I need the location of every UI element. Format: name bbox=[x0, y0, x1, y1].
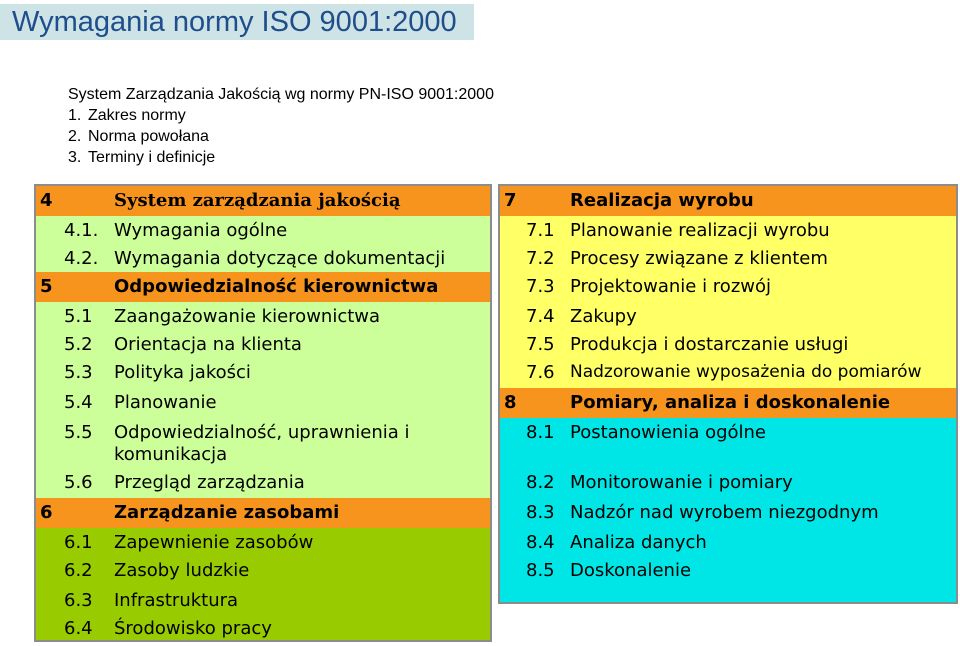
intro-item: 1. Zakres normy bbox=[68, 107, 186, 124]
list-item: 7.1 Planowanie realizacji wyrobu bbox=[500, 216, 956, 244]
section-7-header: 7 Realizacja wyrobu bbox=[500, 186, 956, 216]
right-sections-panel bbox=[498, 184, 958, 604]
intro-block bbox=[68, 84, 494, 168]
page-title: Wymagania normy ISO 9001:2000 bbox=[0, 4, 474, 40]
section-5-header: 5 Odpowiedzialność kierownictwa bbox=[36, 272, 490, 302]
list-item: 5.4 Planowanie bbox=[36, 388, 490, 418]
left-sections-panel bbox=[34, 184, 492, 642]
list-item: 4.2. Wymagania dotyczące dokumentacji bbox=[36, 244, 490, 272]
list-item: 5.1 Zaangażowanie kierownictwa bbox=[36, 302, 490, 330]
list-item: 5.2 Orientacja na klienta bbox=[36, 330, 490, 358]
intro-item: 2. Norma powołana bbox=[68, 128, 209, 145]
list-item: 7.4 Zakupy bbox=[500, 302, 956, 330]
section-4-header: 4 System zarządzania jakością bbox=[36, 186, 490, 216]
intro-heading: System Zarządzania Jakością wg normy PN-ISO 9001:2000 bbox=[68, 86, 494, 103]
list-item: 7.5 Produkcja i dostarczanie usługi bbox=[500, 330, 956, 358]
list-item: 4.1. Wymagania ogólne bbox=[36, 216, 490, 244]
list-item: 6.3 Infrastruktura bbox=[36, 586, 490, 614]
list-item: 7.2 Procesy związane z klientem bbox=[500, 244, 956, 272]
list-item: 6.4 Środowisko pracy bbox=[36, 614, 490, 640]
intro-item: 3. Terminy i definicje bbox=[68, 149, 216, 166]
list-item: 5.5 Odpowiedzialność, uprawnienia i komunikacja bbox=[36, 418, 490, 468]
list-item: 6.1 Zapewnienie zasobów bbox=[36, 528, 490, 556]
list-item: 8.2 Monitorowanie i pomiary bbox=[500, 468, 956, 498]
list-item: 8.4 Analiza danych bbox=[500, 528, 956, 556]
list-item: 5.6 Przegląd zarządzania bbox=[36, 468, 490, 498]
list-item: 8.3 Nadzór nad wyrobem niezgodnym bbox=[500, 498, 956, 528]
list-item: 5.3 Polityka jakości bbox=[36, 358, 490, 388]
list-item: 7.3 Projektowanie i rozwój bbox=[500, 272, 956, 302]
list-item: 6.2 Zasoby ludzkie bbox=[36, 556, 490, 586]
list-item: 7.6 Nadzorowanie wyposażenia do pomiarów bbox=[500, 358, 956, 388]
section-6-header: 6 Zarządzanie zasobami bbox=[36, 498, 490, 528]
section-8-header: 8 Pomiary, analiza i doskonalenie bbox=[500, 388, 956, 418]
list-item: 8.1 Postanowienia ogólne bbox=[500, 418, 956, 468]
list-item: 8.5 Doskonalenie bbox=[500, 556, 956, 602]
